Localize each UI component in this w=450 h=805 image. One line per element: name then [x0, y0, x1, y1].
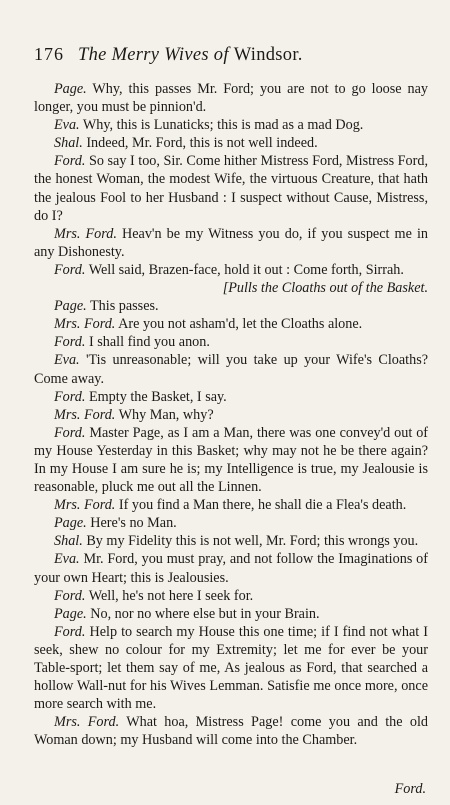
- speaker-name: Eva.: [54, 117, 80, 134]
- speech-paragraph: [34, 587, 428, 605]
- speech-text: Empty the Basket, I say.: [88, 388, 227, 405]
- speech-text: What hoa, Mistress Page! come you and the old Woman down; my Husband will come into the Chamber.: [34, 714, 428, 749]
- speaker-name: Mrs. Ford.: [54, 316, 116, 333]
- speaker-name: Ford.: [54, 334, 86, 351]
- speech-text: 'Tis unreasonable; will you take up your Wife's Cloaths? Come away.: [34, 352, 429, 387]
- speech-text: Why, this is Lunaticks; this is mad as a mad Dog.: [82, 117, 364, 134]
- speech-paragraph: [34, 134, 428, 152]
- speech-text: So say I too, Sir. Come hither Mistress Ford, Mistress Ford, the honest Woman, the modest Wife, the virtuous Creature, that hath the jealous Fool to her Husband : I suspect without Cause, Mistress, do I?: [34, 153, 429, 224]
- speaker-name: Mrs. Ford.: [54, 406, 116, 423]
- page-number: 176: [34, 44, 64, 64]
- speech-text: Master Page, as I am a Man, there was one convey'd out of my House Yesterday in this Basket; why may not he be there again? In my House I am sure he is; my Intelligence is true, my Jealousie is reasonable, pluck me out all the Linnen.: [34, 424, 429, 496]
- speaker-name: Eva.: [54, 551, 80, 568]
- speech-paragraph: [34, 351, 428, 387]
- speech-paragraph: [34, 261, 428, 297]
- speech-text: No, nor no where else but in your Brain.: [90, 605, 320, 622]
- speaker-name: Ford.: [54, 587, 86, 604]
- speech-paragraph: [34, 623, 428, 713]
- speech-paragraph: [34, 333, 428, 351]
- speaker-name: Shal.: [54, 533, 83, 550]
- speech-text: Indeed, Mr. Ford, this is not well indeed.: [86, 135, 318, 152]
- speech-text: This passes.: [90, 298, 159, 315]
- speech-paragraph: [34, 116, 428, 134]
- speech-text: By my Fidelity this is not well, Mr. Ford; this wrongs you.: [86, 533, 419, 550]
- speaker-name: Shal.: [54, 135, 83, 152]
- running-header: [34, 44, 428, 80]
- speech-text: Well, he's not here I seek for.: [88, 587, 254, 604]
- speaker-name: Ford.: [54, 153, 86, 170]
- speaker-name: Page.: [54, 81, 87, 97]
- speech-text: Help to search my House this one time; if I find not what I seek, shew no colour for my Extremity; let me for ever be your Table-sport; let them say of me, As jealous as Ford, that searched a hollow Wall-nut for his Wives Lemman. Satisfie me once more, once more search with me.: [34, 623, 429, 713]
- speaker-name: Eva.: [54, 352, 80, 369]
- speech-paragraph: [34, 315, 428, 333]
- speaker-name: Page.: [54, 605, 87, 622]
- speech-paragraph: [34, 80, 428, 116]
- speech-paragraph: [34, 406, 428, 424]
- speech-paragraph: [34, 532, 428, 550]
- speech-text: Heav'n be my Witness you do, if you suspect me in any Dishonesty.: [34, 225, 428, 260]
- speaker-name: Mrs. Ford.: [54, 714, 120, 731]
- speech-paragraph: [34, 605, 428, 623]
- speech-text: I shall find you anon.: [88, 334, 210, 351]
- speaker-name: Mrs. Ford.: [54, 497, 116, 514]
- speech-text: Well said, Brazen-face, hold it out : Come forth, Sirrah.: [88, 261, 404, 278]
- speech-paragraph: [34, 297, 428, 315]
- speech-text: Mr. Ford, you must pray, and not follow the Imaginations of your own Heart; this is Jealousies.: [34, 551, 429, 586]
- speech-paragraph: [34, 152, 428, 224]
- speech-paragraph: [34, 514, 428, 532]
- speech-text: Here's no Man.: [90, 515, 177, 532]
- speech-paragraph: [34, 424, 428, 496]
- speech-text: Are you not asham'd, let the Cloaths alone.: [118, 316, 363, 333]
- speaker-name: Ford.: [54, 261, 86, 278]
- speech-text: Why, this passes Mr. Ford; you are not to go loose nay longer, you must be pinnion'd.: [34, 81, 429, 116]
- speaker-name: Page.: [54, 515, 87, 532]
- speaker-name: Ford.: [54, 424, 86, 441]
- running-title-roman: Windsor.: [233, 45, 303, 65]
- speaker-name: Page.: [54, 298, 87, 315]
- speech-paragraph: [34, 225, 428, 261]
- speaker-name: Mrs. Ford.: [54, 225, 117, 242]
- catchword: Ford.: [394, 781, 426, 797]
- speech-text: If you find a Man there, he shall die a Flea's death.: [118, 497, 407, 514]
- speech-paragraph: [34, 550, 428, 586]
- speaker-name: Ford.: [54, 388, 86, 405]
- stage-direction: [Pulls the Cloaths out of the Basket.: [222, 280, 428, 297]
- play-text: [34, 80, 428, 749]
- speech-paragraph: [34, 713, 428, 749]
- running-title: [78, 45, 303, 66]
- speaker-name: Ford.: [54, 623, 86, 640]
- speech-paragraph: [34, 388, 428, 406]
- speech-text: Why Man, why?: [118, 406, 214, 423]
- running-title-italic: The Merry Wives of: [78, 45, 229, 65]
- speech-paragraph: [34, 496, 428, 514]
